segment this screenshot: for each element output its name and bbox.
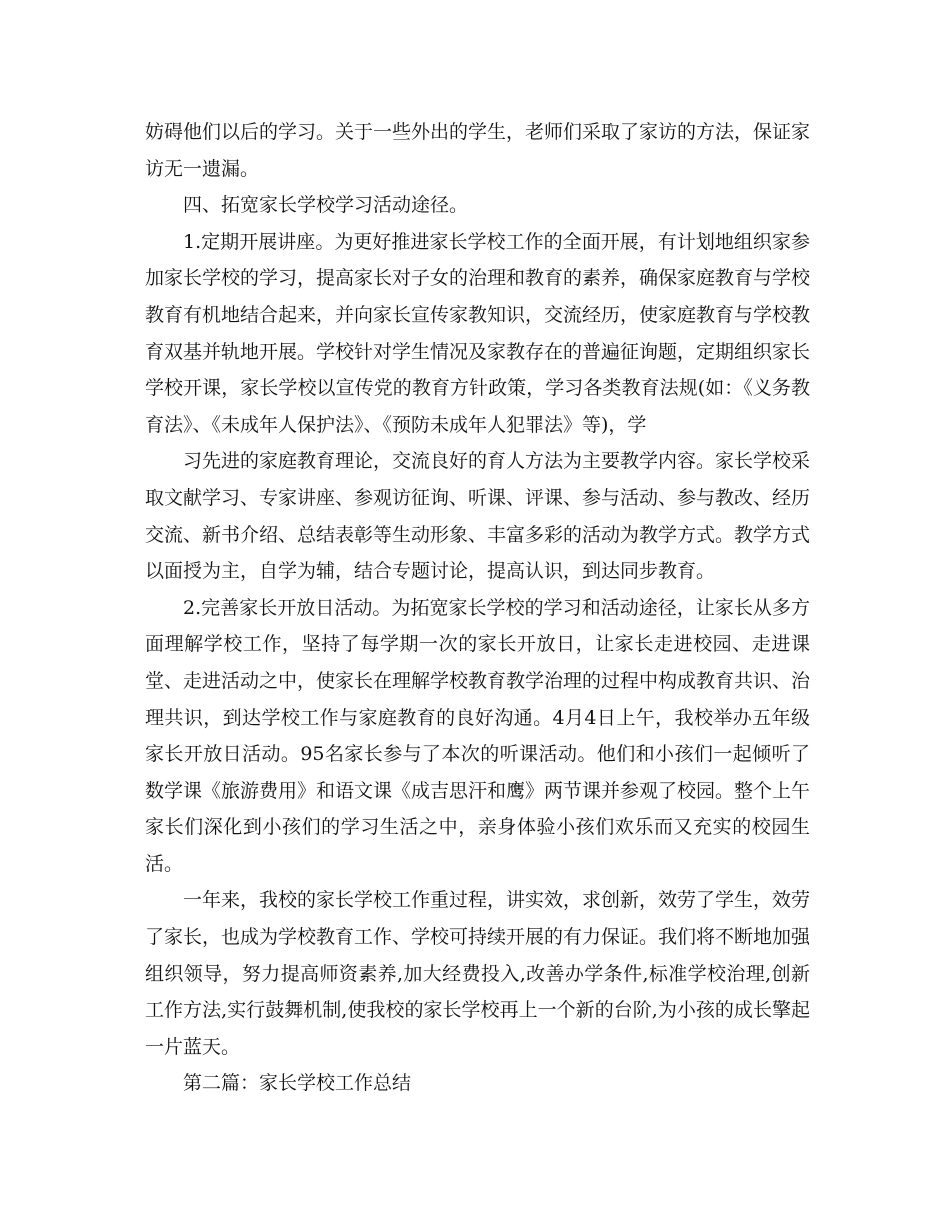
paragraph-open-day: 2.完善家长开放日活动。为拓宽家长学校的学习和活动途径，让家长从多方面理解学校工作，坚持了每学期一次的家长开放日，让家长走进校园、走进课堂、走进活动之中，使家长在理解学校教育教学治理的过程中构成教育共识、治理共识，到达学校工作与家庭教育的良好沟通。4月4日上午，我校举办五年级家长开放日活动。95名家长参与了本次的听课活动。他们和小孩们一起倾听了数学课《旅游费用》和语文课《成吉思汗和鹰》两节课并参观了校园。整个上午家长们深化到小孩们的学习生活之中，亲身体验小孩们欢乐而又充实的校园生活。 (145, 596, 811, 875)
section-heading-part-two: 第二篇：家长学校工作总结 (183, 1072, 412, 1095)
document-body (145, 114, 810, 1102)
paragraph-teaching-methods: 习先进的家庭教育理论，交流良好的育人方法为主要教学内容。家长学校采取文献学习、专家讲座、参观访征询、听课、评课、参与活动、参与教改、经历交流、新书介绍、总结表彰等生动形象、丰富多彩的活动为教学方式。教学方式以面授为主，自学为辅，结合专题讨论，提高认识，到达同步教育。 (145, 450, 811, 583)
paragraph-lectures: 1.定期开展讲座。为更好推进家长学校工作的全面开展，有计划地组织家参加家长学校的学习，提高家长对子女的治理和教育的素养，确保家庭教育与学校教育有机地结合起来，并向家长宣传家教知识，交流经历，使家庭教育与学校教育双基并轨地开展。学校针对学生情况及家教存在的普遍征询题，定期组织家长学校开课，家长学校以宣传党的教育方针政策，学习各类教育法规(如：《义务教育法》、《未成年人保护法》、《预防未成年人犯罪法》等)，学 (145, 230, 811, 436)
paragraph-home-visits: 妨碍他们以后的学习。关于一些外出的学生，老师们采取了家访的方法，保证家访无一遗漏。 (145, 121, 811, 180)
paragraph-summary: 一年来，我校的家长学校工作重过程，讲实效，求创新，效劳了学生，效劳了家长，也成为学校教育工作、学校可持续开展的有力保证。我们将不断地加强组织领导，努力提高师资素养,加大经费投入,改善办学条件,标准学校治理,创新工作方法,实行鼓舞机制,使我校的家长学校再上一个新的台阶,为小孩的成长擎起一片蓝天。 (145, 889, 811, 1058)
section-heading-four: 四、拓宽家长学校学习活动途径。 (183, 194, 469, 217)
